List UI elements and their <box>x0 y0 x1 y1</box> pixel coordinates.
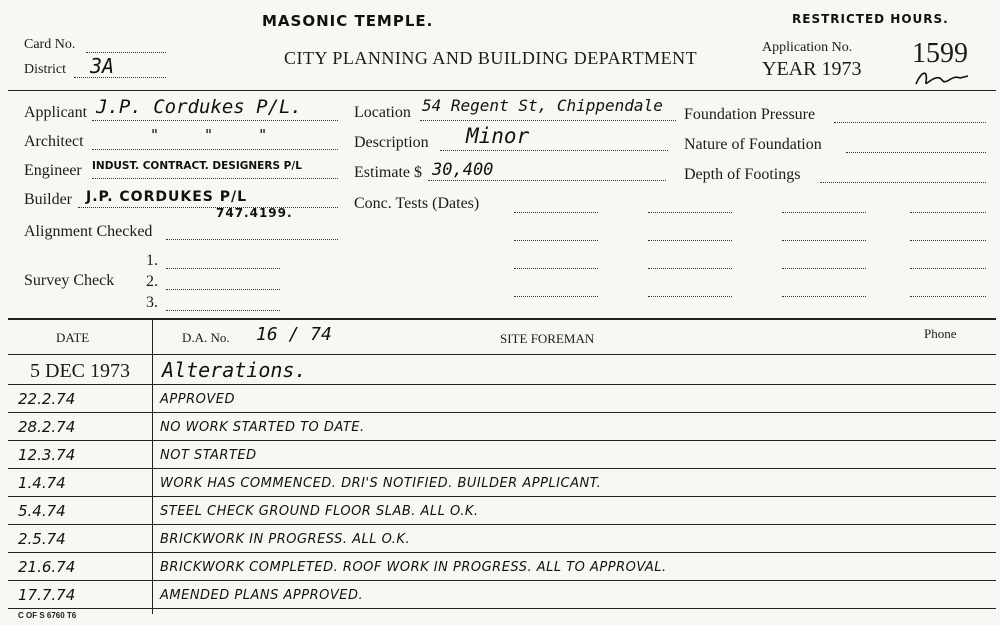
survey-check-2-label: 2. <box>146 273 158 290</box>
builder-line <box>78 207 338 208</box>
nature-foundation-label: Nature of Foundation <box>684 136 822 153</box>
log-row-date: 21.6.74 <box>18 558 76 576</box>
engineer-label: Engineer <box>24 162 82 179</box>
log-row-date: 12.3.74 <box>18 446 76 464</box>
row-line <box>8 524 996 525</box>
form-code: C OF S 6760 T6 <box>18 611 77 620</box>
conc-test-line-1d <box>910 212 986 213</box>
location-line <box>420 120 676 121</box>
conc-test-line-2b <box>648 240 732 241</box>
row-line <box>8 440 996 441</box>
alignment-line <box>166 239 338 240</box>
phone-header: Phone <box>924 326 957 341</box>
architect-line <box>92 149 338 150</box>
department-title: CITY PLANNING AND BUILDING DEPARTMENT <box>284 48 698 68</box>
conc-test-line-1b <box>648 212 732 213</box>
handwritten-title: MASONIC TEMPLE. <box>262 12 434 30</box>
description-value: Minor <box>466 124 530 148</box>
applicant-line <box>92 120 338 121</box>
conc-test-line-1a <box>514 212 598 213</box>
depth-footings-line <box>820 182 986 183</box>
upper-box-top-border <box>8 90 996 91</box>
applicant-label: Applicant <box>24 104 88 121</box>
application-no-label: Application No. <box>762 40 853 55</box>
conc-tests-label: Conc. Tests (Dates) <box>354 195 480 212</box>
row-line <box>8 496 996 497</box>
survey-check-3-label: 3. <box>146 294 158 311</box>
application-number: 1599 <box>912 38 968 69</box>
survey-check-label: Survey Check <box>24 272 115 289</box>
survey-check-1-label: 1. <box>146 252 158 269</box>
conc-test-line-3d <box>910 268 986 269</box>
conc-test-line-2a <box>514 240 598 241</box>
site-foreman-header: SITE FOREMAN <box>500 331 595 346</box>
location-label: Location <box>354 104 411 121</box>
card-no-label: Card No. <box>24 37 76 52</box>
conc-test-line-2d <box>910 240 986 241</box>
date-column-header: DATE <box>56 330 90 345</box>
district-label: District <box>24 62 66 77</box>
architect-label: Architect <box>24 133 84 150</box>
survey-2-line <box>166 289 280 290</box>
district-line <box>74 77 166 78</box>
log-row-date: 1.4.74 <box>18 474 66 492</box>
log-row-date: 5.4.74 <box>18 502 66 520</box>
conc-test-line-4c <box>782 296 866 297</box>
builder-label: Builder <box>24 191 72 208</box>
survey-3-line <box>166 310 280 311</box>
row-line <box>8 384 996 385</box>
date-column-divider <box>152 318 153 614</box>
foundation-pressure-line <box>834 122 986 123</box>
conc-test-line-3c <box>782 268 866 269</box>
conc-test-line-4d <box>910 296 986 297</box>
log-row-note: APPROVED <box>160 392 235 407</box>
year-label: YEAR 1973 <box>762 58 862 80</box>
log-row-note: NOT STARTED <box>160 448 257 463</box>
log-row-note: AMENDED PLANS APPROVED. <box>160 588 364 603</box>
log-table-top-border <box>8 318 996 320</box>
architect-value: " " " <box>150 126 286 144</box>
conc-test-line-4a <box>514 296 598 297</box>
depth-footings-label: Depth of Footings <box>684 166 801 183</box>
row-line <box>8 580 996 581</box>
description-line <box>440 150 668 151</box>
row-line <box>8 468 996 469</box>
log-row-date: 5 DEC 1973 <box>30 360 130 382</box>
log-row-note: WORK HAS COMMENCED. DRI'S NOTIFIED. BUILDER APPLICANT. <box>160 476 602 491</box>
log-row-date: 22.2.74 <box>18 390 76 408</box>
log-row-note: NO WORK STARTED TO DATE. <box>160 420 365 435</box>
estimate-value: 30,400 <box>432 160 494 180</box>
conc-test-line-1c <box>782 212 866 213</box>
log-row-note: Alterations. <box>162 358 307 382</box>
district-value: 3A <box>90 54 115 78</box>
builder-phone: 747.4199. <box>216 206 293 220</box>
log-row-note: BRICKWORK IN PROGRESS. ALL O.K. <box>160 532 411 547</box>
survey-1-line <box>166 268 280 269</box>
da-no-label: D.A. No. <box>182 330 230 345</box>
log-row-note: BRICKWORK COMPLETED. ROOF WORK IN PROGRESS. ALL TO APPROVAL. <box>160 560 667 575</box>
log-row-date: 2.5.74 <box>18 530 66 548</box>
foundation-pressure-label: Foundation Pressure <box>684 106 816 123</box>
row-line <box>8 412 996 413</box>
estimate-label: Estimate $ <box>354 164 422 181</box>
description-label: Description <box>354 134 429 151</box>
applicant-value: J.P. Cordukes P/L. <box>96 96 302 118</box>
log-row-date: 17.7.74 <box>18 586 76 604</box>
engineer-line <box>92 178 338 179</box>
nature-foundation-line <box>846 152 986 153</box>
conc-test-line-4b <box>648 296 732 297</box>
alignment-checked-label: Alignment Checked <box>24 223 153 240</box>
conc-test-line-3a <box>514 268 598 269</box>
da-no-value: 16 / 74 <box>256 324 332 345</box>
initials-signature <box>912 68 972 90</box>
conc-test-line-2c <box>782 240 866 241</box>
location-value: 54 Regent St, Chippendale <box>422 96 663 115</box>
conc-test-line-3b <box>648 268 732 269</box>
builder-value: J.P. CORDUKES P/L <box>86 189 248 205</box>
restricted-hours-note: RESTRICTED HOURS. <box>792 12 949 26</box>
estimate-line <box>428 180 666 181</box>
log-table-header-border <box>8 354 996 355</box>
row-line <box>8 608 996 609</box>
log-row-date: 28.2.74 <box>18 418 76 436</box>
card-no-line <box>86 52 166 53</box>
row-line <box>8 552 996 553</box>
log-row-note: STEEL CHECK GROUND FLOOR SLAB. ALL O.K. <box>160 504 479 519</box>
engineer-value: INDUST. CONTRACT. DESIGNERS P/L <box>92 160 302 172</box>
